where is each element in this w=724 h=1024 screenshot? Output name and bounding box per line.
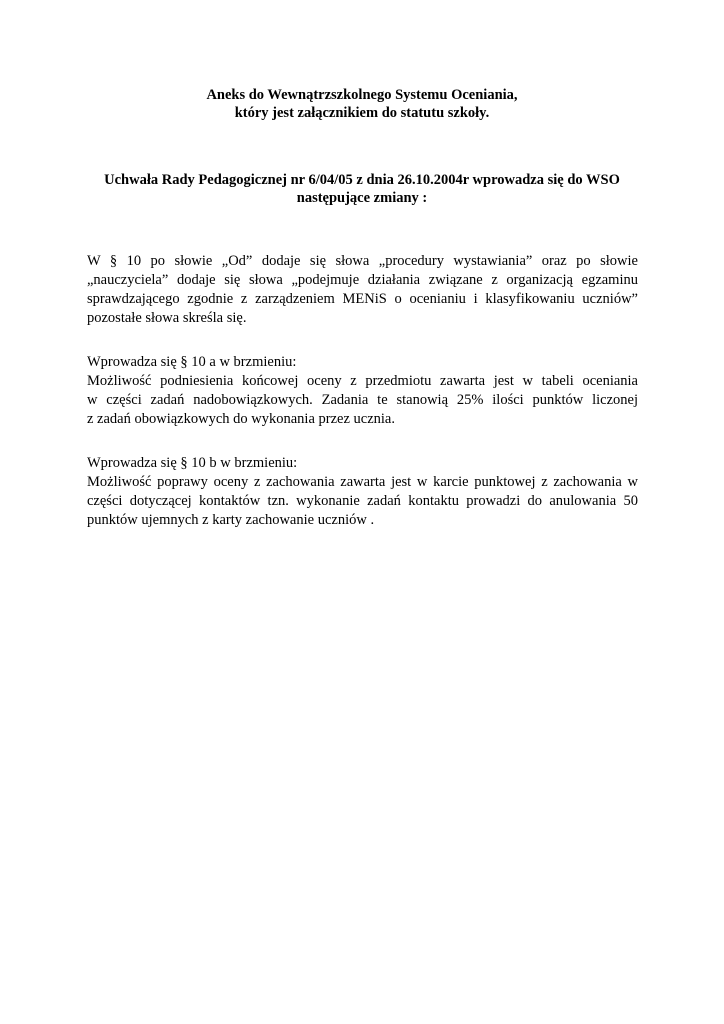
paragraph-line: Możliwość poprawy oceny z zachowania zawarta jest w karcie punktowej z zachowania w [87, 474, 638, 490]
resolution-line-2: następujące zmiany : [296, 190, 428, 206]
resolution-line-1: Uchwała Rady Pedagogicznej nr 6/04/05 z dnia 26.10.2004r wprowadza się do WSO [104, 172, 620, 188]
paragraph-section-10b [87, 454, 638, 530]
paragraph-line: Możliwość podniesienia końcowej oceny z przedmiotu zawarta jest w tabeli oceniania [87, 373, 638, 389]
paragraph-line: sprawdzającego zgodnie z zarządzeniem MENiS o ocenianiu i klasyfikowaniu uczniów” [87, 291, 638, 307]
paragraph-line: Wprowadza się § 10 a w brzmieniu: [87, 354, 297, 370]
paragraph-line: Wprowadza się § 10 b w brzmieniu: [87, 455, 298, 471]
resolution-heading [0, 171, 724, 207]
paragraph-line: pozostałe słowa skreśla się. [87, 310, 247, 326]
paragraph-line: „nauczyciela” dodaje się słowa „podejmuje działania związane z organizacją egzaminu [87, 272, 638, 288]
paragraph-section-10a [87, 353, 638, 429]
paragraph-line: w części zadań nadobowiązkowych. Zadania te stanowią 25% ilości punktów liczonej [87, 392, 638, 408]
document-title [0, 86, 724, 122]
title-line-2: który jest załącznikiem do statutu szkoły. [234, 105, 490, 121]
paragraph-section-10 [87, 252, 638, 328]
paragraph-line: części dotyczącej kontaktów tzn. wykonanie zadań kontaktu prowadzi do anulowania 50 [87, 493, 638, 509]
paragraph-line: punktów ujemnych z karty zachowanie uczniów . [87, 512, 375, 528]
paragraph-line: W § 10 po słowie „Od” dodaje się słowa „procedury wystawiania” oraz po słowie [87, 253, 638, 269]
title-line-1: Aneks do Wewnątrzszkolnego Systemu Oceniania, [206, 87, 518, 103]
paragraph-line: z zadań obowiązkowych do wykonania przez uczniа. [87, 411, 395, 427]
